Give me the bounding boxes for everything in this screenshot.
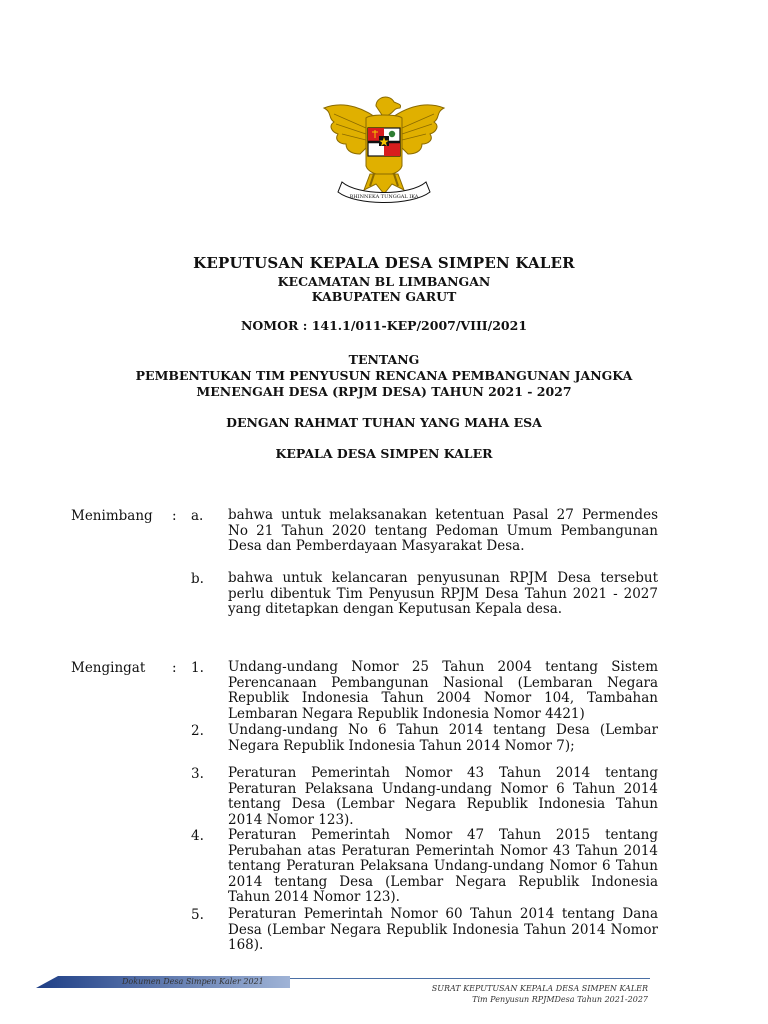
footer-document-label: Dokumen Desa Simpen Kaler 2021 — [122, 977, 264, 986]
kepala-desa-line: KEPALA DESA SIMPEN KALER — [275, 446, 493, 461]
footer-decree-title: SURAT KEPUTUSAN KEPALA DESA SIMPEN KALER — [431, 984, 648, 993]
mengingat-item-number: 2. — [191, 723, 204, 739]
mengingat-item-number: 1. — [191, 660, 204, 676]
mengingat-item-text: Undang-undang No 6 Tahun 2014 tentang Desa (Lembar Negara Republik Indonesia Tahun 2014 Nomor 7); — [228, 722, 658, 754]
menimbang-item-number: a. — [191, 508, 204, 524]
mengingat-colon: : — [172, 660, 177, 676]
decree-title: KEPUTUSAN KEPALA DESA SIMPEN KALER — [193, 254, 575, 272]
subject-line-2: MENENGAH DESA (RPJM DESA) TAHUN 2021 - 2027 — [196, 384, 572, 399]
menimbang-label: Menimbang — [71, 508, 153, 524]
menimbang-item-text: bahwa untuk melaksanakan ketentuan Pasal 27 Permendes No 21 Tahun 2020 tentang Pedoman Umum Pembangunan Desa dan Pemberdayaan Masyarakat Desa. — [228, 507, 658, 555]
mengingat-item-number: 4. — [191, 828, 204, 844]
emblem-motto: BHINNEKA TUNGGAL IKA — [349, 194, 419, 200]
kabupaten-line: KABUPATEN GARUT — [311, 289, 457, 304]
mengingat-item-number: 5. — [191, 907, 204, 923]
mengingat-item-text: Peraturan Pemerintah Nomor 60 Tahun 2014 tentang Dana Desa (Lembar Negara Republik Indonesia Tahun 2014 Nomor 168). — [228, 906, 658, 954]
footer-divider — [290, 978, 650, 979]
footer-team-title: Tim Penyusun RPJMDesa Tahun 2021-2027 — [472, 995, 648, 1004]
mengingat-item-number: 3. — [191, 766, 204, 782]
menimbang-colon: : — [172, 508, 177, 524]
menimbang-item-number: b. — [191, 571, 204, 587]
menimbang-item-text: bahwa untuk kelancaran penyusunan RPJM Desa tersebut perlu dibentuk Tim Penyusun RPJM Desa Tahun 2021 - 2027 yang ditetapkan dengan Keputusan Kepala desa. — [228, 570, 658, 618]
rahmat-line: DENGAN RAHMAT TUHAN YANG MAHA ESA — [226, 415, 542, 430]
garuda-emblem-icon — [318, 88, 450, 212]
tentang-heading: TENTANG — [348, 352, 420, 367]
kecamatan-line: KECAMATAN BL LIMBANGAN — [277, 274, 491, 289]
subject-line-1: PEMBENTUKAN TIM PENYUSUN RENCANA PEMBANGUNAN JANGKA — [135, 368, 633, 383]
mengingat-item-text: Undang-undang Nomor 25 Tahun 2004 tentang Sistem Perencanaan Pembangunan Nasional (Lembaran Negara Republik Indonesia Tahun 2004 Nomor 104, Tambahan Lembaran Negara Republik Indonesia Nomor 4421) — [228, 659, 658, 722]
mengingat-item-text: Peraturan Pemerintah Nomor 47 Tahun 2015 tentang Perubahan atas Peraturan Pemerintah Nomor 43 Tahun 2014 tentang Peraturan Pelaksana Undang-undang Nomor 6 Tahun 2014 tentang Desa (Lembar Negara Republik Indonesia Tahun 2014 Nomor 123). — [228, 827, 658, 906]
decree-number: NOMOR : 141.1/011-KEP/2007/VIII/2021 — [240, 318, 528, 333]
mengingat-label: Mengingat — [71, 660, 146, 676]
mengingat-item-text: Peraturan Pemerintah Nomor 43 Tahun 2014 tentang Peraturan Pelaksana Undang-undang Nomor 6 Tahun 2014 tentang Desa (Lembar Negara Republik Indonesia Tahun 2014 Nomor 123). — [228, 765, 658, 828]
